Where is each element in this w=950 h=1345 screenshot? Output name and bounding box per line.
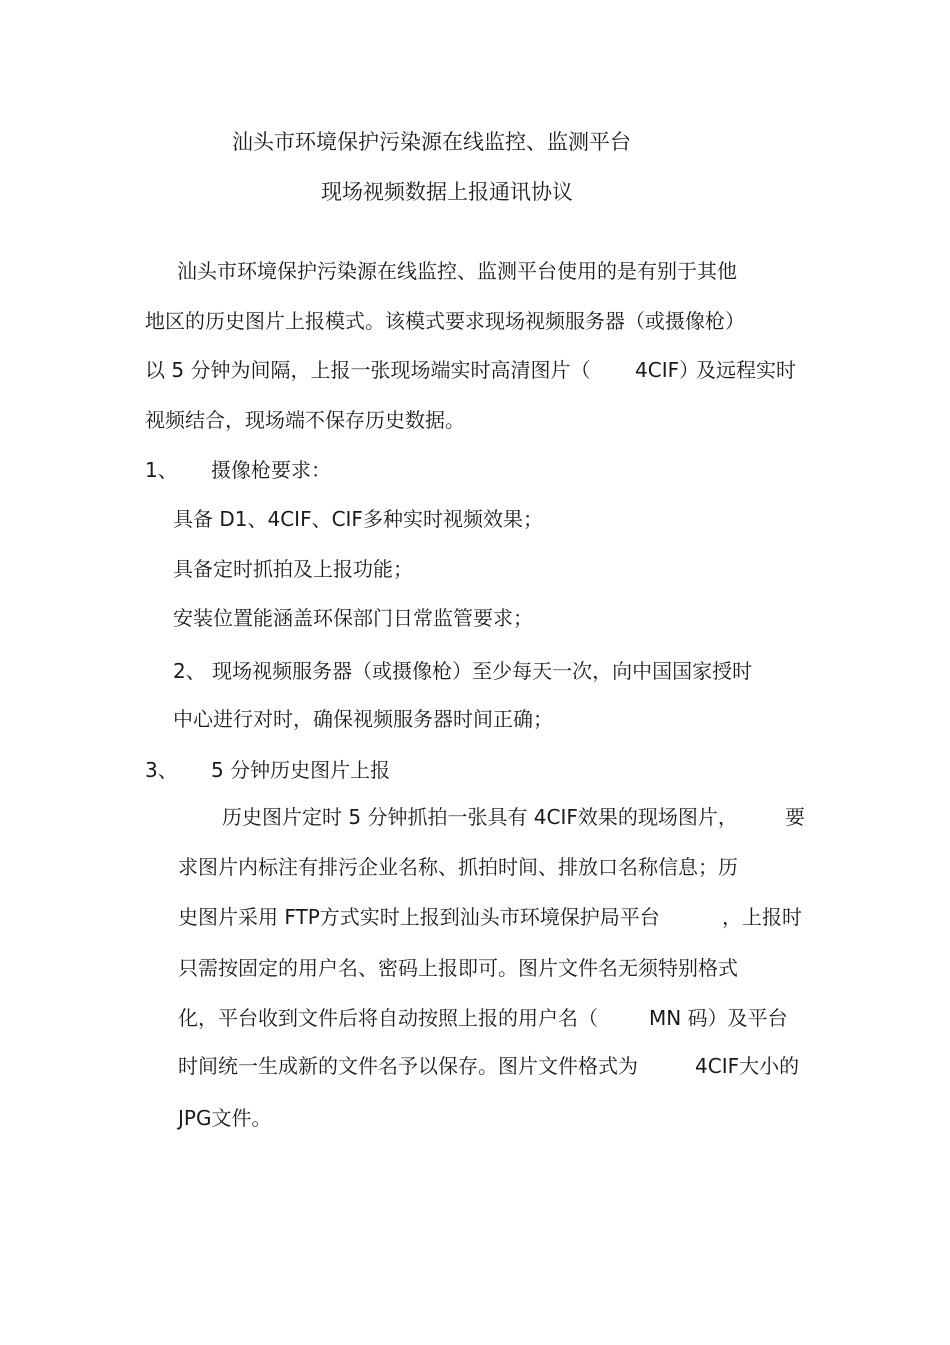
section3-para-part: 史图片采用 FTP方式实时上报到汕头市环境保护局平台 xyxy=(178,905,660,929)
section3-para-part: 4CIF大小的 xyxy=(695,1054,800,1078)
section3-para-part: 化，平台收到文件后将自动按照上报的用户名（ xyxy=(178,1006,598,1030)
section3-para-line xyxy=(178,1004,808,1032)
section3-para-line: JPG文件。 xyxy=(178,1106,272,1130)
intro-line: 地区的历史图片上报模式。该模式要求现场视频服务器（或摄像枪） xyxy=(145,309,745,333)
section3-heading: 5 分钟历史图片上报 xyxy=(211,758,391,782)
section3-para-part: 历史图片定时 5 分钟抓拍一张具有 4CIF效果的现场图片， xyxy=(222,805,738,829)
section1-heading: 摄像枪要求： xyxy=(211,458,331,482)
intro-line-part: 4CIF） xyxy=(635,358,700,382)
intro-line: 汕头市环境保护污染源在线监控、监测平台使用的是有别于其他 xyxy=(177,259,737,283)
section3-para-line xyxy=(178,903,808,931)
section3-para-part: 时间统一生成新的文件名予以保存。图片文件格式为 xyxy=(178,1054,638,1078)
section3-para-line: 求图片内标注有排污企业名称、抓拍时间、排放口名称信息；历 xyxy=(178,855,738,879)
section1-item: 具备 D1、4CIF、CIF多种实时视频效果； xyxy=(173,507,543,531)
document-title: 汕头市环境保护污染源在线监控、监测平台 xyxy=(232,130,631,154)
section3-para-part: 要 xyxy=(785,805,805,829)
section2-line: 2、 现场视频服务器（或摄像枪）至少每天一次，向中国国家授时 xyxy=(173,659,753,683)
section1-item: 安装位置能涵盖环保部门日常监管要求； xyxy=(173,606,533,630)
intro-line xyxy=(145,356,805,384)
section1-item: 具备定时抓拍及上报功能； xyxy=(173,557,413,581)
document-subtitle: 现场视频数据上报通讯协议 xyxy=(321,180,573,204)
section3-para-line xyxy=(178,1052,808,1080)
section1-number: 1、 xyxy=(145,458,178,482)
section3-number: 3、 xyxy=(145,758,178,782)
section3-para-part: MN 码）及平台 xyxy=(649,1006,788,1030)
section3-para-line xyxy=(222,803,812,831)
section3-para-part: ，上报时 xyxy=(722,905,802,929)
intro-line-part: 以 5 分钟为间隔，上报一张现场端实时高清图片（ xyxy=(145,358,591,382)
section3-para-line: 只需按固定的用户名、密码上报即可。图片文件名无须特别格式 xyxy=(178,956,738,980)
intro-line: 视频结合，现场端不保存历史数据。 xyxy=(145,408,465,432)
intro-line-part: 及远程实时 xyxy=(696,358,796,382)
section2-line: 中心进行对时，确保视频服务器时间正确； xyxy=(173,707,553,731)
